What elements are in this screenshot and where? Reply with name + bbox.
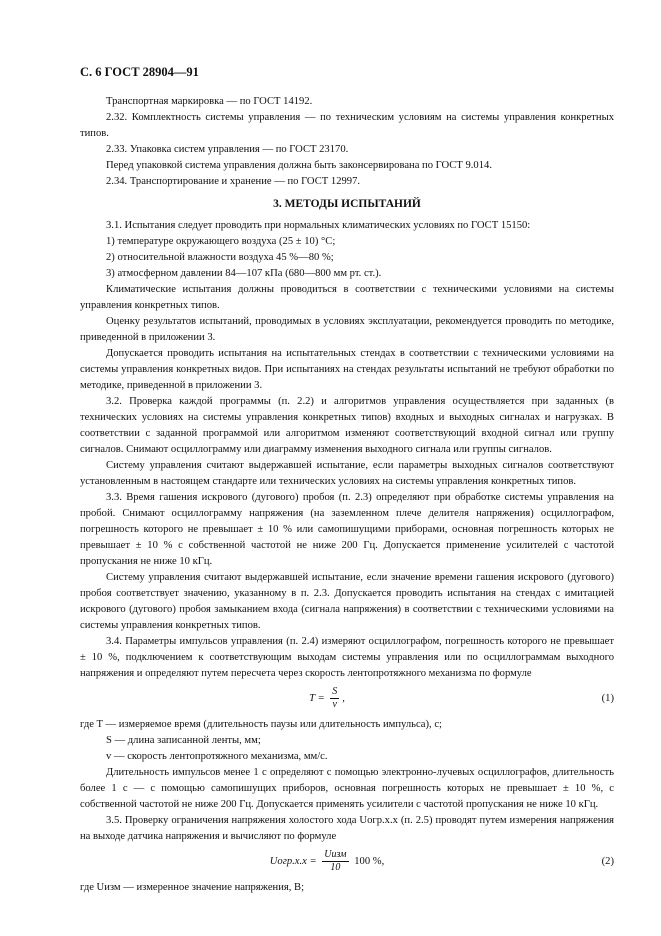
formula-2 [80, 849, 614, 874]
list-item: 3) атмосферном давлении 84—107 кПа (680—800 мм рт. ст.). [106, 268, 382, 279]
paragraph: Допускается проводить испытания на испытательных стендах в соответствии с техническими условиями на системы управления конкретных видов. При испытаниях на стендах результаты испытаний не требуют обработки по методике, приведенной в приложении 3. [80, 348, 614, 391]
paragraph: 3.1. Испытания следует проводить при нормальных климатических условиях по ГОСТ 15150: [106, 220, 531, 231]
where-line: v — скорость лентопротяжного механизма, мм/с. [106, 751, 328, 762]
formula-2-denominator: 10 [330, 862, 341, 873]
paragraph: 3.4. Параметры импульсов управления (п. 2.4) измеряют осциллографом, погрешность которого не превышает ± 10 %, подключением к соответствующим выходам системы управления или по осциллограммам выходного напряжения и определяют путем пересчета через скорость лентопротяжного механизма по формуле [80, 636, 614, 679]
formula-2-right: 100 %, [354, 855, 385, 867]
formula-1-numerator: S [332, 686, 338, 697]
list-item: 1) температуре окружающего воздуха (25 ± 10) °С; [106, 236, 336, 247]
page-header: С. 6 ГОСТ 28904—91 [80, 65, 199, 79]
paragraph: 2.32. Комплектность системы управления — по техническим условиям на системы управления конкретных типов. [80, 112, 614, 139]
list-item: 2) относительной влажности воздуха 45 %—80 %; [106, 252, 334, 263]
paragraph: 3.3. Время гашения искрового (дугового) пробоя (п. 2.3) определяют при обработке системы управления на пробой. Снимают осциллограмму напряжения (на заземленном плече делителя напряжения) осциллографом, погрешность которого не превышает ± 10 % или самопишущими приборами, основная погрешность которых не превышает ± 10 % с собственной частотой не ниже 200 Гц. Допускается применение усилителей с частотой пропускания не ниже 10 кГц. [80, 492, 614, 567]
paragraph: Длительность импульсов менее 1 с определяют с помощью электронно-лучевых осциллографов, длительность более 1 с — с помощью самопишущих приборов, основная погрешность которых не превышает ± 10 %, с собственной частотой не ниже 200 Гц. Допускается применять усилители с частотой пропускания не ниже 10 кГц. [80, 767, 614, 810]
paragraph: Систему управления считают выдержавшей испытание, если значение времени гашения искрового (дугового) пробоя соответствует значению, указанному в п. 2.3. Допускается проводить испытания на стендах с имитацией искрового (дугового) пробоя замыканием входа (сигнала напряжения) в соответствии с техническими условиями на системы управления конкретных типов. [80, 572, 614, 631]
paragraph: 2.34. Транспортирование и хранение — по ГОСТ 12997. [106, 176, 361, 187]
paragraph: 2.33. Упаковка систем управления — по ГОСТ 23170. [106, 144, 349, 155]
paragraph: Оценку результатов испытаний, проводимых в условиях эксплуатации, рекомендуется проводить по методике, приведенной в приложении 3. [80, 316, 614, 343]
formula-2-numerator: Uизм [324, 849, 347, 860]
formula-1: T = $\frac{S}{v}$ , (1) [309, 686, 614, 710]
formula-1-fraction [330, 686, 339, 711]
where-line: S — длина записанной ленты, мм; [106, 735, 261, 746]
document-body [80, 94, 614, 896]
paragraph: 3.2. Проверка каждой программы (п. 2.2) и алгоритмов управления осуществляется при заданных (в технических условиях на системы управления конкретных типов) входных и выходных сигналах и нагрузках. В соответствии с заданной программой или алгоритмом изменяют соответствующий входной сигнал или группу сигналов. Снимают осциллограмму или диаграмму изменения выходного сигнала или группы сигналов. [80, 396, 614, 455]
paragraph: Транспортная маркировка — по ГОСТ 14192. [106, 96, 313, 107]
formula-1-left: T = [309, 692, 325, 704]
section-heading: 3. МЕТОДЫ ИСПЫТАНИЙ [273, 198, 421, 210]
where-line: где T — измеряемое время (длительность паузы или длительность импульса), с; [80, 719, 442, 730]
formula-2-left: Uогр.х.х = [269, 855, 317, 867]
paragraph: 3.5. Проверку ограничения напряжения холостого хода Uогр.х.х (п. 2.5) проводят путем измерения напряжения на выходе датчика напряжения и вычисляют по формуле [80, 815, 614, 842]
paragraph: Систему управления считают выдержавшей испытание, если параметры выходных сигналов соответствуют установленным в настоящем стандарте или технических условиях на системы управления конкретных типов. [80, 460, 614, 487]
paragraph: Перед упаковкой система управления должна быть законсервирована по ГОСТ 9.014. [106, 160, 492, 171]
formula-1-denominator: v [332, 699, 337, 710]
paragraph: Климатические испытания должны проводиться в соответствии с техническими условиями на системы управления конкретных типов. [80, 284, 614, 311]
formula-2-number: (2) [601, 855, 614, 867]
where-line: где Uизм — измеренное значение напряжения, В; [80, 882, 305, 893]
formula-2-fraction [322, 849, 348, 874]
formula-1-number: (1) [601, 692, 614, 704]
